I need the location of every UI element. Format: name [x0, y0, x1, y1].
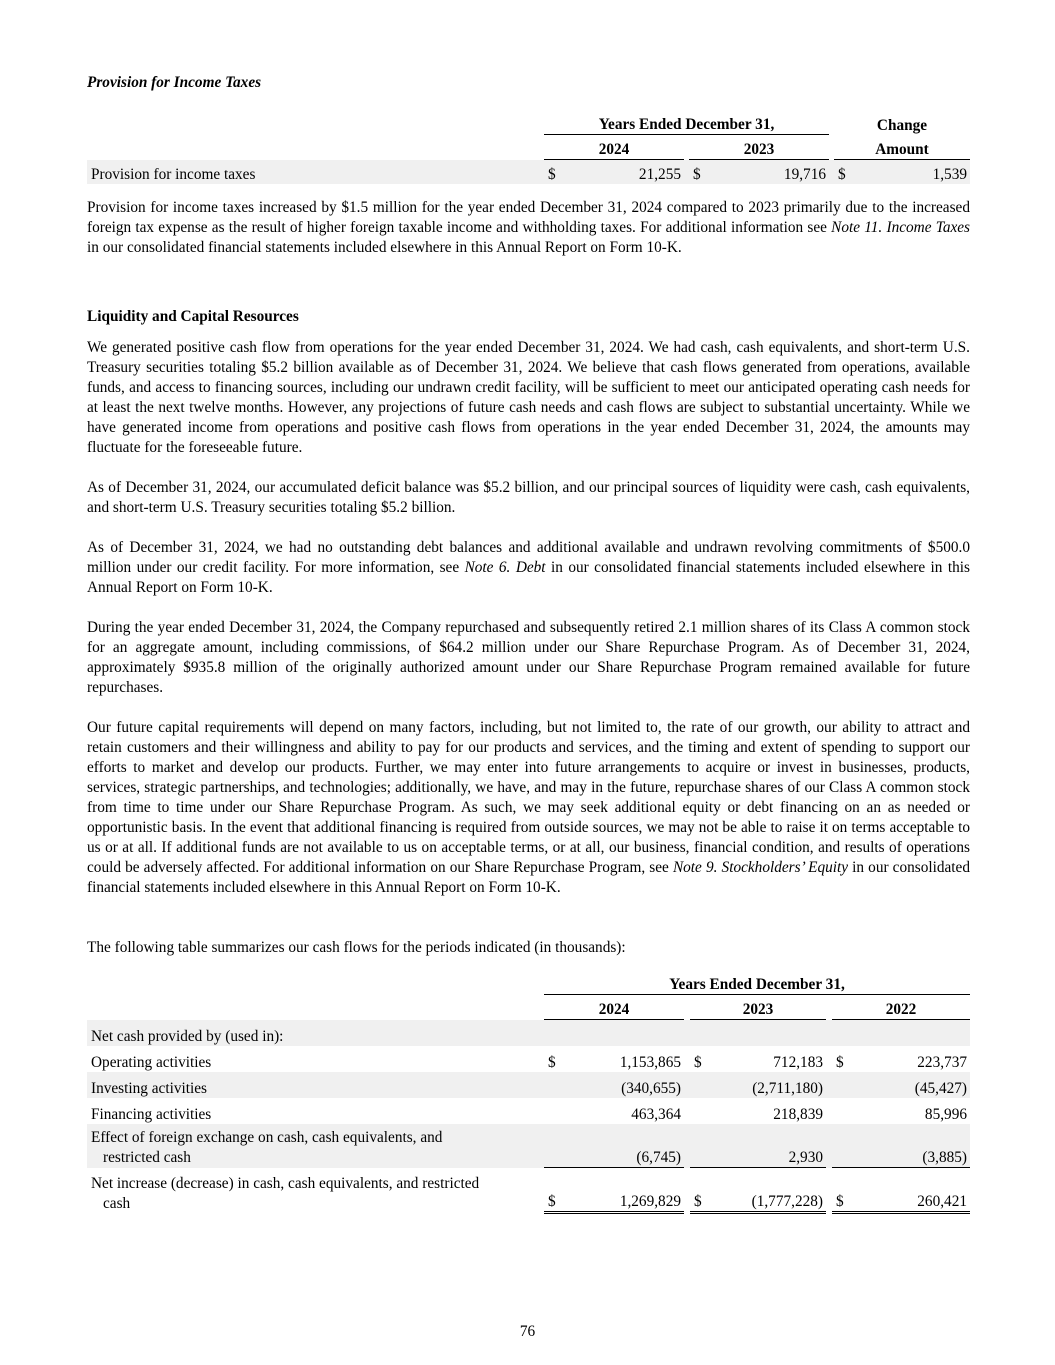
row-label: Provision for income taxes	[87, 160, 544, 184]
provision-table	[87, 110, 970, 184]
row-label: Effect of foreign exchange on cash, cash equivalents, and restricted cash	[87, 1124, 544, 1168]
cashflow-table	[87, 970, 970, 1214]
table-row	[87, 1072, 970, 1098]
value-2024: (340,655)	[564, 1072, 684, 1098]
paragraph-table-intro: The following table summarizes our cash flows for the periods indicated (in thousands):	[87, 939, 626, 956]
year-header-2022: 2022	[832, 995, 970, 1020]
dollar-sign: $	[834, 160, 854, 184]
value-2023: (1,777,228)	[710, 1168, 826, 1214]
table-row	[87, 160, 970, 184]
section-heading-income-taxes: Provision for Income Taxes	[87, 74, 262, 91]
row-label: Net cash provided by (used in):	[87, 1020, 544, 1046]
value-2024: 21,255	[564, 160, 684, 184]
table-row	[87, 1046, 970, 1072]
change-header-line1: Change	[876, 117, 928, 134]
table-row	[87, 1098, 970, 1124]
value-2024: (6,745)	[564, 1124, 684, 1168]
value-2022: 260,421	[852, 1168, 970, 1214]
value-2023: (2,711,180)	[710, 1072, 826, 1098]
group-header: Years Ended December 31,	[544, 110, 829, 135]
value-2024: 1,153,865	[619, 1054, 681, 1071]
note-reference: Note 11. Income Taxes	[831, 219, 970, 236]
row-label: Financing activities	[91, 1106, 212, 1123]
value-2024: 1,269,829	[564, 1168, 684, 1214]
value-2023: 712,183	[773, 1054, 823, 1071]
dollar-sign: $	[832, 1168, 852, 1214]
row-label: Operating activities	[91, 1054, 212, 1071]
value-2022: (45,427)	[852, 1072, 970, 1098]
year-header-2024: 2024	[544, 135, 684, 160]
value-2023: 218,839	[773, 1106, 823, 1123]
paragraph-liquidity-3: As of December 31, 2024, we had no outstanding debt balances and additional available and undrawn revolving commitments of $500.0 million under our credit facility. For more information, see Note 6. Debt in our consolidated financial statements included elsewhere in this Annual Report on Form 10-K.	[87, 539, 970, 596]
paragraph-liquidity-5: Our future capital requirements will depend on many factors, including, but not limited to, the rate of our growth, our ability to attract and retain customers and their willingness and ability to pay for our products and services, and the timing and extent of spending to support our efforts to market and develop our products. Further, we may enter into future arrangements to acquire or invest in businesses, products, services, strategic partnerships, and technologies; additionally, we have, and may in the future, repurchase shares of our Class A common stock from time to time under our Share Repurchase Program. As such, we may seek additional equity or debt financing on an as needed or opportunistic basis. In the event that additional financing is required from outside sources, we may not be able to raise it on terms acceptable to us or at all. If additional funds are not available to us on acceptable terms, or at all, our business, financial condition, and results of operations could be adversely affected. For additional information on our Share Repurchase Program, see Note 9. Stockholders’ Equity in our consolidated financial statements included elsewhere in this Annual Report on Form 10-K.	[87, 719, 970, 896]
note-reference: Note 6. Debt	[464, 559, 546, 576]
row-label: Net increase (decrease) in cash, cash equivalents, and restricted cash	[91, 1175, 480, 1212]
value-2023: 19,716	[709, 160, 829, 184]
dollar-sign: $	[690, 1168, 710, 1214]
page-number: 76	[519, 1323, 536, 1340]
paragraph-liquidity-1: We generated positive cash flow from operations for the year ended December 31, 2024. We had cash, cash equivalents, and short-term U.S. Treasury securities totaling $5.2 billion available as of December 31, 2024. We believe that cash flows generated from operations, available funds, and access to financing sources, including our undrawn credit facility, will be sufficient to meet our anticipated operating cash needs for at least the next twelve months. However, any projections of future cash needs and cash flows are subject to substantial uncertainty. While we have generated income from operations and positive cash flows from operations in the year ended December 31, 2024, the amounts may fluctuate for the foreseeable future.	[87, 339, 970, 456]
value-2022: 223,737	[917, 1054, 967, 1071]
paragraph-liquidity-2: As of December 31, 2024, our accumulated deficit balance was $5.2 billion, and our principal sources of liquidity were cash, cash equivalents, and short-term U.S. Treasury securities totaling $5.2 billion.	[87, 479, 970, 516]
year-header-2023: 2023	[690, 995, 826, 1020]
paragraph-liquidity-4: During the year ended December 31, 2024, the Company repurchased and subsequently retired 2.1 million shares of its Class A common stock for an aggregate amount, including commissions, of $64.2 million under our Share Repurchase Program. As of December 31, 2024, approximately $935.8 million of the originally authorized amount under our Share Repurchase Program remained available for future repurchases.	[87, 619, 970, 696]
table-row	[87, 1168, 970, 1214]
row-label: Investing activities	[87, 1072, 544, 1098]
value-2022: 85,996	[924, 1106, 967, 1123]
year-header-2023: 2023	[689, 135, 829, 160]
value-2024: 463,364	[631, 1106, 681, 1123]
year-header-2024: 2024	[544, 995, 684, 1020]
note-reference: Note 9. Stockholders’ Equity	[672, 859, 849, 876]
dollar-sign: $	[836, 1054, 844, 1071]
dollar-sign: $	[689, 160, 709, 184]
section-heading-liquidity: Liquidity and Capital Resources	[87, 308, 299, 325]
dollar-sign: $	[544, 160, 564, 184]
dollar-sign: $	[694, 1054, 702, 1071]
value-2022: (3,885)	[852, 1124, 970, 1168]
change-amount: 1,539	[854, 160, 970, 184]
value-2023: 2,930	[710, 1124, 826, 1168]
group-header: Years Ended December 31,	[544, 970, 970, 995]
change-header-line2: Amount	[834, 135, 970, 160]
table-row	[87, 1124, 970, 1168]
table-row	[87, 1020, 970, 1046]
dollar-sign: $	[548, 1054, 556, 1071]
paragraph-income-taxes: Provision for income taxes increased by $1.5 million for the year ended December 31, 2024 compared to 2023 primarily due to the increased foreign tax expense as the result of higher foreign taxable income and withholding taxes. For additional information see Note 11. Income Taxes in our consolidated financial statements included elsewhere in this Annual Report on Form 10-K.	[87, 199, 970, 256]
dollar-sign: $	[544, 1168, 564, 1214]
